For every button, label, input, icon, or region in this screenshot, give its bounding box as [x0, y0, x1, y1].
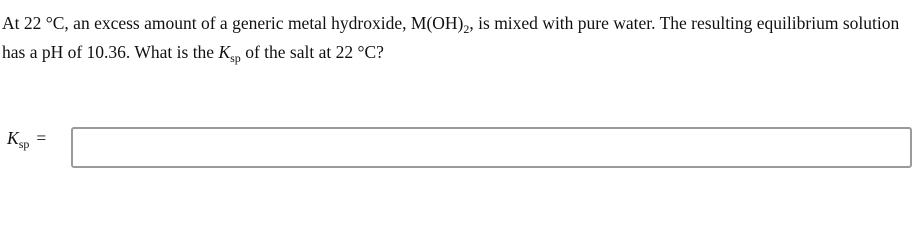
ksp-subscript: sp — [230, 51, 241, 65]
ksp-label-symbol: K — [7, 128, 19, 148]
equals-sign: = — [36, 128, 47, 148]
ksp-symbol: K — [218, 42, 231, 62]
ksp-label-subscript: sp — [18, 137, 30, 151]
question-text-part: has a pH of 10.36. What is the — [2, 42, 219, 62]
question-text-part: of the salt at 22 °C? — [240, 42, 384, 62]
formula-subscript: 2 — [463, 22, 470, 36]
question-line-1 — [2, 10, 922, 39]
question-text — [2, 10, 922, 68]
ksp-answer-label — [7, 128, 46, 149]
question-text-part: At 22 °C, an excess amount of a generic metal hydroxide, M(OH) — [2, 13, 464, 33]
question-text-part: , is mixed with pure water. The resulting equilibrium solution — [469, 13, 900, 33]
ksp-answer-input[interactable] — [71, 127, 912, 168]
question-line-2 — [2, 39, 922, 68]
